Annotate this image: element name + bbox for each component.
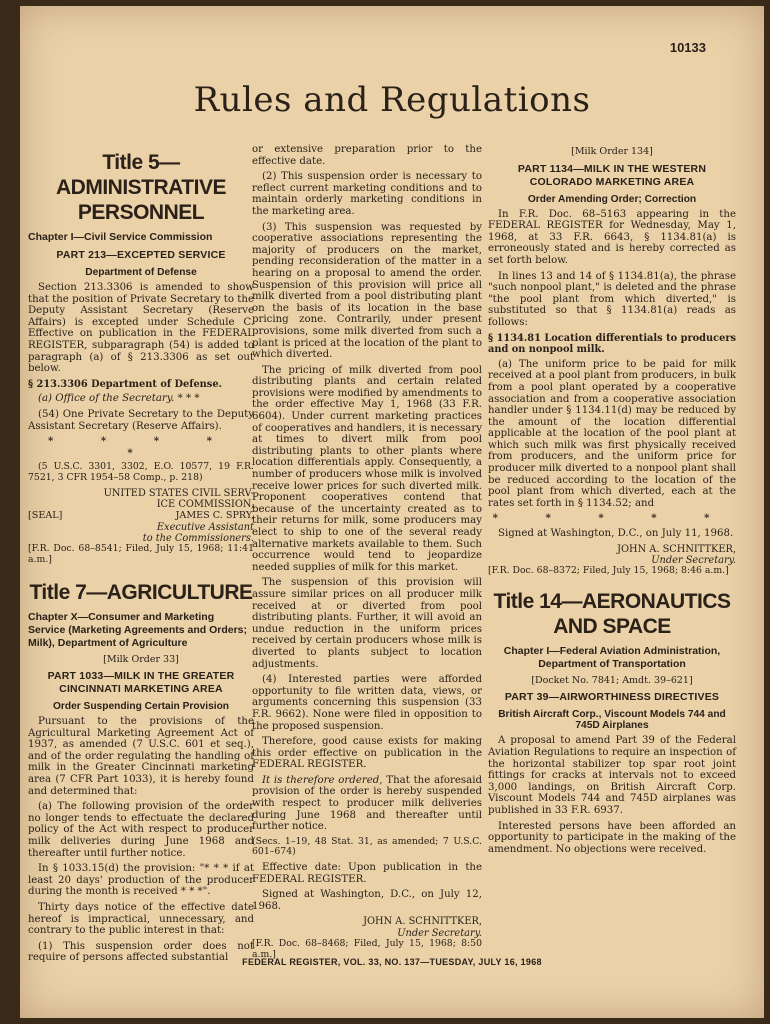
page-footer: FEDERAL REGISTER, VOL. 33, NO. 137—TUESDAY, JULY 16, 1968 [242,957,542,967]
subheading: Order Suspending Certain Provision [52,701,230,713]
paragraph: (a) Office of the Secretary. * * * [38,393,200,405]
org-name-line2: ICE COMMISSION, [156,498,254,510]
title-5-heading: Title 5—ADMINISTRATIVE PERSONNEL [56,151,226,224]
milk-order-label: [Milk Order 33] [103,653,179,665]
seal-label: [SEAL] [28,509,63,521]
docket-label: [Docket No. 7841; Amdt. 39–621] [531,674,693,686]
masthead-title: Rules and Regulations [193,80,591,120]
paragraph: Therefore, good cause exists for making this order effective on publication in the FEDERAL REGISTER. [252,736,482,771]
paragraph: The pricing of milk diverted from pool distributing plants and certain related provisions were modified by amendments to the order effective May 1, 1968 (33 F.R. 6604). Under current marketing practices of cooperatives and handlers, it is necessary at times to divert milk from pool distributing plants to other plants where location differentials apply. Consequently, a number of producers whose milk is involved receive lower prices for such diverted milk. Proponent cooperatives contend that because of the uncertainty created as to their returns for milk, some producers may elect to ship to one of the several ready alternative markets available to them. Such occurrence would tend to jeopardize needed supplies of milk for this market. [252,364,482,573]
title-14-heading: Title 14—AERONAUTICS AND SPACE [493,589,731,638]
column-1 [28,144,254,968]
document-page [20,6,764,1018]
part-heading: PART 39—AIRWORTHINESS DIRECTIVES [504,691,720,704]
filing-note: [F.R. Doc. 68–8541; Filed, July 15, 1968; 11:41 a.m.] [28,542,254,565]
signed-line: Signed at Washington, D.C., on July 12, 1968. [252,889,482,912]
part-heading: PART 213—EXCEPTED SERVICE [56,249,226,261]
paragraph: (2) This suspension order is necessary to reflect current marketing conditions and to maintain orderly marketing conditions in the marketing area. [252,171,482,217]
milk-order-label: [Milk Order 134] [571,146,653,157]
paragraph: In F.R. Doc. 68–5163 appearing in the FEDERAL REGISTER for Wednesday, May 1, 1968, at 33 F.R. 6643, § 1134.81(a) is erroneously stated and is hereby corrected as set forth below. [488,208,736,266]
part-heading: PART 1033—MILK IN THE GREATER CINCINNATI MARKETING AREA [47,670,235,696]
signed-line: Signed at Washington, D.C., on July 11, 1968. [498,528,734,540]
order-lead: It is therefore ordered, [262,774,383,786]
signer-title: Executive Assistant [156,521,254,533]
subheading: Department of Defense [85,267,197,278]
citation: (Secs. 1–19, 48 Stat. 31, as amended; 7 U.S.C. 601–674) [252,835,482,858]
chapter-heading: Chapter X—Consumer and Marketing Service (Marketing Agreements and Orders; Milk), Department of Agriculture [28,610,248,649]
seal-row [28,510,254,522]
section-heading: § 213.3306 Department of Defense. [28,378,222,390]
paragraph: (a) The uniform price to be paid for milk received at a pool plant from producers, in bulk from a pool plant operated by a cooperative association and from a cooperative association handler under § 1134.11(d) may be reduced by the amount of the location differential applicable at the location of the pool plant at which such milk was first physically received from producers, and the uniform price for producer milk diverted to a nonpool plant shall be reduced according to the location of the pool plant from which diverted, each at the rates set forth in § 1134.52; and [488,358,736,509]
paragraph: The suspension of this provision will assure similar prices on all producer milk received at or diverted from pool distributing plants. Further, it will avoid an undue reduction in the uniform prices received by certain producers whose milk is diverted to plants subject to location adjustments. [252,577,482,670]
column-2 [252,144,482,964]
part-heading: PART 1134—MILK IN THE WESTERN COLORADO MARKETING AREA [517,162,707,188]
signer-title: Under Secretary. [651,554,736,566]
filing-note: [F.R. Doc. 68–8468; Filed, July 15, 1968; 8:50 a.m.] [252,937,482,960]
ellipsis-stars: * * * * * [492,512,732,525]
filing-note: [F.R. Doc. 68–8372; Filed, July 15, 1968; 8:46 a.m.] [488,565,729,577]
paragraph: (54) One Private Secretary to the Deputy Assistant Secretary (Reserve Affairs). [28,408,254,432]
signer-name: JOHN A. SCHNITTKER, [363,916,482,928]
signer-title: Under Secretary. [397,927,482,939]
paragraph: (3) This suspension was requested by cooperative associations representing the majority of producers on the market, pending reconsideration of the matter in a hearing on a proposal to amend the order. Suspension of this provision will price all milk diverted from a pool distributing plant on the basis of its location in the base pricing zone. Contrarily, under present provisions, some milk diverted from such a plant is priced at the location of the plant to which diverted. [252,221,482,361]
paragraph: Section 213.3306 is amended to show that the position of Private Secretary to the Deputy Assistant Secretary (Reserve Affairs) is excepted under Schedule C. Effective on publication in the FEDERAL REGISTER, subparagraph (54) is added to paragraph (a) of § 213.3306 as set out below. [28,282,254,375]
paragraph: In lines 13 and 14 of § 1134.81(a), the phrase "such nonpool plant," is deleted and the phrase "the pool plant from which diverted," is substituted so that § 1134.81(a) reads as follows: [488,270,736,328]
paragraph: A proposal to amend Part 39 of the Federal Aviation Regulations to require an inspection of the horizontal stabilizer top spar root joint fittings for cracks at intervals not to exceed 3,000 landings, on British Aircraft Corp. Viscount Models 744 and 745D airplanes was published in 33 F.R. 6937. [488,735,736,816]
section-heading: § 1134.81 Location differentials to producers and on nonpool milk. [488,332,736,356]
paragraph: or extensive preparation prior to the effective date. [252,144,482,167]
paragraph: Pursuant to the provisions of the Agricultural Marketing Agreement Act of 1937, as amended (7 U.S.C. 601 et seq.), and of the order regulating the handling of milk in the Greater Cincinnati marketing area (7 CFR Part 1033), it is hereby found and determined that: [28,716,254,797]
citation: (5 U.S.C. 3301, 3302, E.O. 10577, 19 F.R. 7521, 3 CFR 1954–58 Comp., p. 218) [28,461,254,483]
signer-name: JAMES C. SPRY, [175,509,254,521]
subheading: British Aircraft Corp., Viscount Models 744 and 745D Airplanes [498,709,726,732]
title-7-heading: Title 7—AGRICULTURE [29,580,253,604]
paragraph: Thirty days notice of the effective date hereof is impractical, unnecessary, and contrary to the public interest in that: [28,902,254,937]
effective-date: Effective date: Upon publication in the FEDERAL REGISTER. [252,862,482,885]
paragraph [252,775,482,833]
order-text: That the aforesaid provision of the order is hereby suspended with respect to producer milk deliveries during June 1968 and thereafter until further notice. [252,774,482,833]
paragraph: Interested persons have been afforded an opportunity to participate in the making of the amendment. No objections were received. [488,820,736,855]
signer-title: to the Commissioners. [142,532,254,544]
column-3 [488,144,736,859]
chapter-heading: Chapter I—Civil Service Commission [28,231,213,243]
org-name-line1: UNITED STATES CIVIL SERV- [103,487,254,499]
paragraph: (4) Interested parties were afforded opportunity to file written data, views, or arguments concerning this suspension (33 F.R. 9662). None were filed in opposition to the proposed suspension. [252,674,482,732]
chapter-heading: Chapter I—Federal Aviation Administration, Department of Transportation [503,644,721,670]
ellipsis-stars: * * * * * [48,435,234,459]
page-number: 10133 [669,40,706,55]
paragraph: In § 1033.15(d) the provision: "* * * if at least 20 days' production of the producer during the month is received * * *". [28,863,254,898]
paragraph: (1) This suspension order does not require of persons affected substantial [28,940,254,964]
paragraph: (a) The following provision of the order no longer tends to effectuate the declared policy of the Act with respect to producer milk deliveries during June 1968 and thereafter until further notice. [28,801,254,859]
signer-name: JOHN A. SCHNITTKER, [617,543,736,555]
subheading: Order Amending Order; Correction [527,193,697,205]
